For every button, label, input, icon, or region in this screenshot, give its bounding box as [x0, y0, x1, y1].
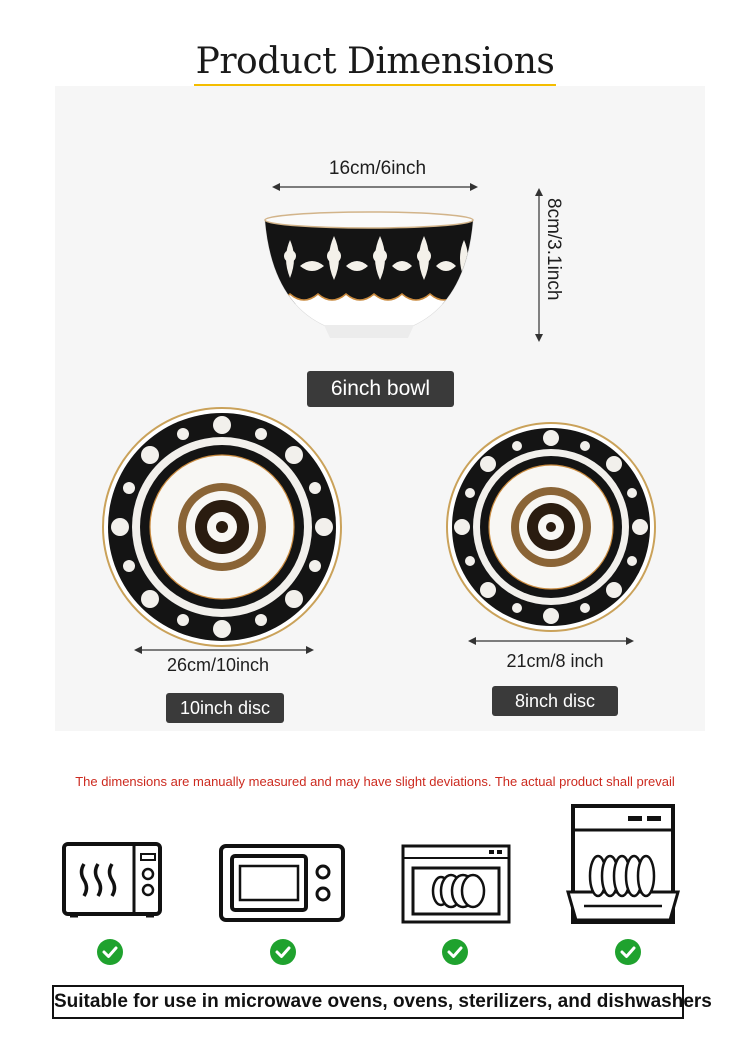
bowl-image: [262, 206, 476, 344]
large-plate-width-label: 26cm/10inch: [166, 655, 270, 675]
suitability-banner: Suitable for use in microwave ovens, ovens, sterilizers, and dishwashers: [52, 985, 684, 1019]
small-plate-image: [445, 421, 657, 633]
bowl-width-label: 16cm/6inch: [328, 158, 427, 179]
page-title: Product Dimensions: [194, 42, 557, 90]
small-plate-width-label: 21cm/8 inch: [506, 651, 604, 671]
oven-check-icon: [269, 938, 297, 966]
large-plate-tag: 10inch disc: [166, 693, 284, 723]
sterilizer-icon: [401, 844, 511, 924]
oven-icon: [219, 844, 345, 924]
sterilizer-check-icon: [441, 938, 469, 966]
large-plate-image: [101, 406, 343, 648]
dishwasher-check-icon: [614, 938, 642, 966]
bowl-tag: 6inch bowl: [307, 371, 454, 407]
small-plate-width-arrow: [466, 634, 636, 648]
microwave-check-icon: [96, 938, 124, 966]
measurement-notice: The dimensions are manually measured and may have slight deviations. The actual product shall prevail: [75, 774, 675, 789]
microwave-icon: [62, 842, 162, 920]
title-wrap: [0, 42, 750, 90]
bowl-height-label: 8cm/3.1inch: [543, 198, 564, 301]
small-plate-tag: 8inch disc: [492, 686, 618, 716]
dishwasher-icon: [566, 804, 680, 924]
bowl-width-arrow: [270, 180, 480, 194]
